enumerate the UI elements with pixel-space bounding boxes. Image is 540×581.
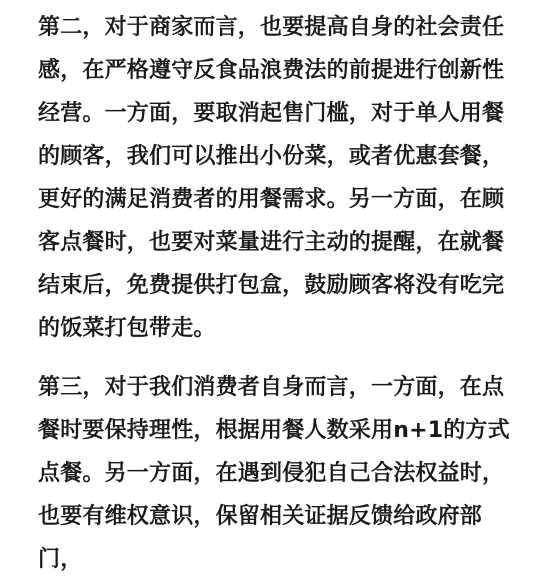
text-line: 第二，对于商家而言，也要提高自身的社会责任	[38, 15, 505, 40]
text-line: 点餐。另一方面，在遇到侵犯自己合法权益时，	[38, 461, 505, 486]
text-line: 的饭菜打包带走。	[38, 316, 216, 341]
text-line: 感，在严格遵守反食品浪费法的前提进行创新性	[38, 58, 505, 83]
text-line: 也要有维权意识，保留相关证据反馈给政府部	[38, 504, 483, 529]
text-line: 客点餐时，也要对菜量进行主动的提醒，在就餐	[38, 230, 505, 255]
text-line: 结束后，免费提供打包盒，鼓励顾客将没有吃完	[38, 273, 505, 298]
paragraph-merchants	[38, 6, 508, 350]
paragraph-spacer	[38, 350, 508, 366]
text-line: 的顾客，我们可以推出小份菜，或者优惠套餐，	[38, 144, 505, 169]
text-line: 门，	[38, 547, 83, 572]
text-line: 更好的满足消费者的用餐需求。另一方面，在顾	[38, 187, 505, 212]
text-line: 经营。一方面，要取消起售门槛，对于单人用餐	[38, 101, 505, 126]
paragraph-consumers	[38, 366, 508, 581]
article-body	[38, 6, 508, 581]
text-line: 第三，对于我们消费者自身而言，一方面，在点	[38, 375, 505, 400]
text-line: 餐时要保持理性，根据用餐人数采用n+1的方式	[38, 418, 510, 443]
